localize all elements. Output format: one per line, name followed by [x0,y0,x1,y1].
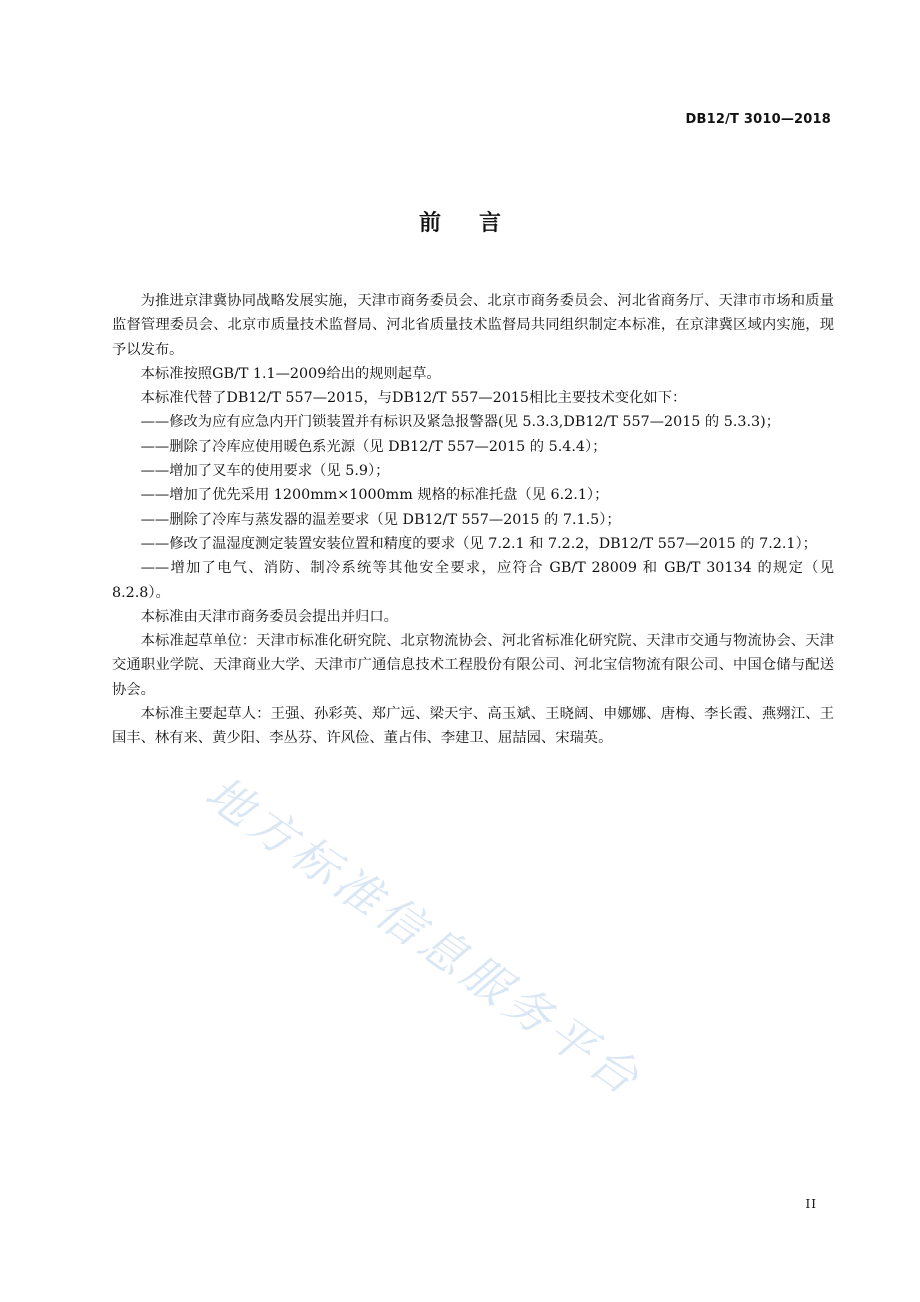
change-item: ——修改为应有应急内开门锁装置并有标识及紧急报警器(见 5.3.3,DB12/T 557—2015 的 5.3.3)； [140,414,781,431]
change-item: ——增加了电气、消防、制冷系统等其他安全要求，应符合 GB/T 28009 和 GB/T 30134 的规定（见 8.2.8）。 [112,560,834,601]
paragraph-replacement: 本标准代替了DB12/T 557—2015，与DB12/T 557—2015相比主要技术变化如下： [140,390,687,407]
standard-code: DB12/T 3010—2018 [685,112,831,127]
change-item: ——增加了优先采用 1200mm×1000mm 规格的标准托盘（见 6.2.1）； [140,487,609,504]
page-number: II [805,1197,817,1211]
change-item: ——修改了温湿度测定装置安装位置和精度的要求（见 7.2.1 和 7.2.2，DB12/T 557—2015 的 7.2.1）； [140,535,817,552]
paragraph-intro: 为推进京津冀协同战略发展实施，天津市商务委员会、北京市商务委员会、河北省商务厅、天津市市场和质量监督管理委员会、北京市质量技术监督局、河北省质量技术监督局共同组织制定本标准，在京津冀区域内实施，现予以发布。 [112,293,834,358]
foreword-body [112,289,834,751]
change-item: ——删除了冷库与蒸发器的温差要求（见 DB12/T 557—2015 的 7.1.5）； [140,511,621,528]
page-title: 前言 [418,211,539,236]
paragraph-drafting-rules: 本标准按照GB/T 1.1—2009给出的规则起草。 [140,365,441,382]
watermark-text: 地方标准信息服务平台 [195,765,653,1108]
paragraph-drafters: 本标准主要起草人：王强、孙彩英、郑广远、梁天宇、高玉斌、王晓阔、申娜娜、唐梅、李长霞、燕翙江、王国丰、林有来、黄少阳、李丛芬、许风俭、董占伟、李建卫、屈喆园、宋瑞英。 [112,706,834,747]
change-item: ——增加了叉车的使用要求（见 5.9）； [140,463,390,480]
change-item: ——删除了冷库应使用暖色系光源（见 DB12/T 557—2015 的 5.4.4）； [140,438,607,455]
paragraph-drafting-units: 本标准起草单位：天津市标准化研究院、北京物流协会、河北省标准化研究院、天津市交通与物流协会、天津交通职业学院、天津商业大学、天津市广通信息技术工程股份有限公司、河北宝信物流有限公司、中国仓储与配送协会。 [112,633,834,698]
paragraph-proposer: 本标准由天津市商务委员会提出并归口。 [140,608,398,625]
